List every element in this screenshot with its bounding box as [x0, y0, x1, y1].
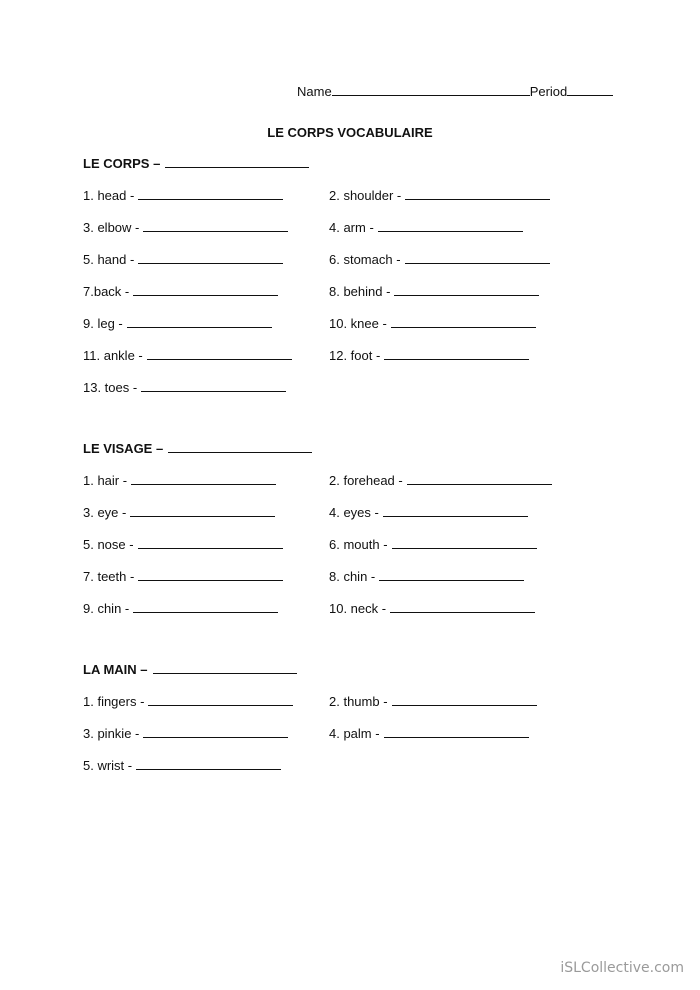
- vocab-row: [83, 283, 583, 315]
- vocab-row: [83, 693, 583, 725]
- vocab-item: [329, 504, 575, 536]
- answer-blank[interactable]: [384, 725, 529, 738]
- vocab-row: [83, 536, 583, 568]
- vocab-item: [329, 219, 575, 251]
- name-label: Name: [297, 84, 332, 99]
- vocab-item: [329, 725, 575, 757]
- vocab-item: [83, 568, 329, 600]
- answer-blank[interactable]: [384, 347, 529, 360]
- answer-blank[interactable]: [138, 568, 283, 581]
- page-title: LE CORPS VOCABULAIRE: [267, 125, 433, 140]
- answer-blank[interactable]: [138, 187, 283, 200]
- vocab-row: [83, 379, 583, 411]
- answer-blank[interactable]: [378, 219, 523, 232]
- section-le-visage: [83, 440, 583, 632]
- vocab-item: [329, 600, 575, 632]
- period-label: Period: [529, 84, 568, 99]
- vocab-item-label: 5. wrist -: [83, 758, 133, 773]
- vocab-item: [83, 472, 329, 504]
- section-heading: [83, 155, 583, 175]
- vocab-item-label: 4. arm -: [329, 220, 374, 235]
- vocab-row: [83, 757, 583, 789]
- vocab-row: [83, 347, 583, 379]
- vocab-list: [83, 472, 583, 632]
- vocab-list: [83, 693, 583, 789]
- vocab-item: [83, 536, 329, 568]
- answer-blank[interactable]: [138, 536, 283, 549]
- vocab-item: [83, 600, 329, 632]
- answer-blank[interactable]: [138, 251, 283, 264]
- answer-blank[interactable]: [133, 600, 278, 613]
- vocab-item: [83, 347, 329, 379]
- vocab-row: [83, 600, 583, 632]
- vocab-item-label: 7. teeth -: [83, 569, 135, 584]
- section-la-main: [83, 661, 583, 789]
- vocab-item-label: 5. nose -: [83, 537, 134, 552]
- vocab-item-label: 1. hair -: [83, 473, 128, 488]
- vocab-item: [83, 251, 329, 283]
- vocab-item-label: 12. foot -: [329, 348, 381, 363]
- vocab-row: [83, 219, 583, 251]
- answer-blank[interactable]: [390, 600, 535, 613]
- vocab-item-label: 8. chin -: [329, 569, 376, 584]
- vocab-item-label: 11. ankle -: [83, 348, 143, 363]
- vocab-item-label: 10. neck -: [329, 601, 387, 616]
- vocab-item-label: 3. eye -: [83, 505, 127, 520]
- answer-blank[interactable]: [148, 693, 293, 706]
- vocab-item: [83, 315, 329, 347]
- vocab-row: [83, 568, 583, 600]
- vocab-item-label: 10. knee -: [329, 316, 387, 331]
- answer-blank[interactable]: [405, 187, 550, 200]
- vocab-list: [83, 187, 583, 411]
- vocab-item-label: 2. thumb -: [329, 694, 388, 709]
- vocab-item: [329, 315, 575, 347]
- answer-blank[interactable]: [131, 472, 276, 485]
- answer-blank[interactable]: [143, 219, 288, 232]
- section-heading-label: LE VISAGE –: [83, 441, 164, 456]
- vocab-item-label: 3. pinkie -: [83, 726, 140, 741]
- vocab-item: [329, 472, 575, 504]
- answer-blank[interactable]: [143, 725, 288, 738]
- answer-blank[interactable]: [379, 568, 524, 581]
- answer-blank[interactable]: [407, 472, 552, 485]
- answer-blank[interactable]: [405, 251, 550, 264]
- vocab-row: [83, 315, 583, 347]
- section-heading: [83, 440, 583, 460]
- vocab-item: [83, 379, 329, 411]
- vocab-item: [329, 187, 575, 219]
- vocab-item-label: 1. head -: [83, 188, 135, 203]
- vocab-row: [83, 504, 583, 536]
- vocab-item-label: 9. chin -: [83, 601, 130, 616]
- watermark: iSLCollective.com: [560, 960, 684, 976]
- answer-blank[interactable]: [391, 315, 536, 328]
- answer-blank[interactable]: [133, 283, 278, 296]
- section-heading-blank[interactable]: [168, 440, 312, 453]
- answer-blank[interactable]: [136, 757, 281, 770]
- vocab-item-label: 5. hand -: [83, 252, 135, 267]
- vocab-item: [329, 536, 575, 568]
- section-le-corps: [83, 155, 583, 411]
- vocab-item-label: 4. eyes -: [329, 505, 379, 520]
- section-heading-blank[interactable]: [165, 155, 309, 168]
- vocab-item: [83, 693, 329, 725]
- vocab-item: [329, 347, 575, 379]
- vocab-item-label: 3. elbow -: [83, 220, 140, 235]
- vocab-item-label: 7.back -: [83, 284, 130, 299]
- vocab-item-label: 13. toes -: [83, 380, 138, 395]
- vocab-item-label: 6. mouth -: [329, 537, 388, 552]
- vocab-item-label: 2. forehead -: [329, 473, 403, 488]
- vocab-item: [329, 693, 575, 725]
- vocab-item: [329, 251, 575, 283]
- section-heading-label: LE CORPS –: [83, 156, 161, 171]
- vocab-item: [83, 757, 329, 789]
- vocab-item-label: 6. stomach -: [329, 252, 401, 267]
- vocab-row: [83, 472, 583, 504]
- vocab-item: [83, 187, 329, 219]
- vocab-item-label: 2. shoulder -: [329, 188, 402, 203]
- vocab-item-label: 9. leg -: [83, 316, 123, 331]
- vocab-item: [83, 283, 329, 315]
- vocab-row: [83, 725, 583, 757]
- vocab-item: [83, 504, 329, 536]
- answer-blank[interactable]: [392, 693, 537, 706]
- section-heading-blank[interactable]: [153, 661, 297, 674]
- section-heading: [83, 661, 583, 681]
- vocab-row: [83, 251, 583, 283]
- name-blank[interactable]: [332, 83, 530, 96]
- name-period-line: [297, 83, 613, 99]
- vocab-item: [329, 283, 575, 315]
- vocab-item: [83, 725, 329, 757]
- vocab-item-label: 1. fingers -: [83, 694, 145, 709]
- vocab-item-label: 4. palm -: [329, 726, 380, 741]
- vocab-row: [83, 187, 583, 219]
- answer-blank[interactable]: [147, 347, 292, 360]
- period-blank[interactable]: [567, 83, 613, 96]
- answer-blank[interactable]: [392, 536, 537, 549]
- section-heading-label: LA MAIN –: [83, 662, 148, 677]
- vocab-item-label: 8. behind -: [329, 284, 391, 299]
- answer-blank[interactable]: [383, 504, 528, 517]
- vocab-item: [83, 219, 329, 251]
- vocab-item: [329, 568, 575, 600]
- answer-blank[interactable]: [127, 315, 272, 328]
- answer-blank[interactable]: [141, 379, 286, 392]
- answer-blank[interactable]: [394, 283, 539, 296]
- answer-blank[interactable]: [130, 504, 275, 517]
